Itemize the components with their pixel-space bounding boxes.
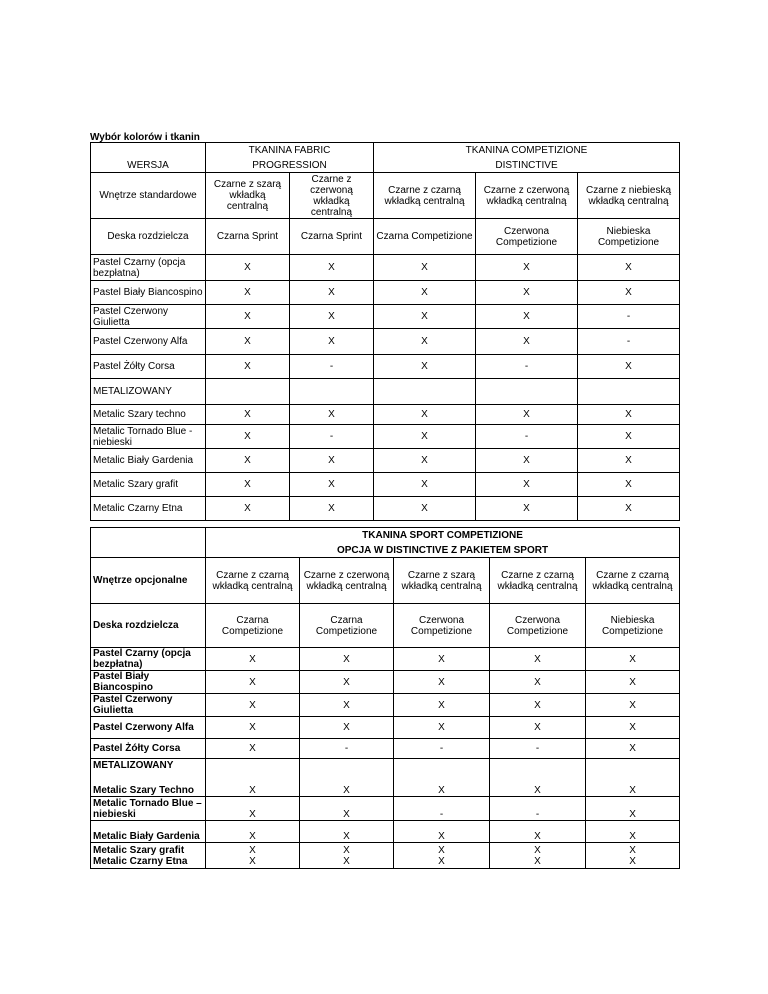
dash-option: Czerwona Competizione <box>476 219 578 255</box>
availability-pair <box>490 843 586 869</box>
table-row <box>91 604 680 648</box>
table-standard <box>90 142 680 521</box>
availability-mark: X <box>300 671 394 694</box>
table-row <box>91 173 680 219</box>
availability-mark: X <box>476 497 578 521</box>
availability-mark: - <box>476 425 578 449</box>
table-row <box>91 739 680 759</box>
availability-mark: X <box>290 497 374 521</box>
availability-mark: X <box>629 855 636 867</box>
empty-cell <box>290 379 374 405</box>
availability-mark: - <box>394 797 490 821</box>
empty-cell <box>91 544 206 558</box>
availability-mark: - <box>490 797 586 821</box>
interior-option: Czarne z czerwoną wkładką centralną <box>290 173 374 219</box>
availability-mark: - <box>578 329 680 355</box>
table-row <box>91 771 680 797</box>
availability-mark: X <box>374 329 476 355</box>
table-row <box>91 648 680 671</box>
availability-mark: X <box>586 694 680 717</box>
availability-mark: X <box>206 671 300 694</box>
availability-mark: X <box>206 305 290 329</box>
table-row <box>91 473 680 497</box>
dash-option: Niebieska Competizione <box>578 219 680 255</box>
color-name: Pastel Czerwony Alfa <box>91 329 206 355</box>
availability-mark: X <box>586 671 680 694</box>
table-row <box>91 329 680 355</box>
empty-cell <box>490 759 586 771</box>
availability-mark: X <box>300 821 394 843</box>
color-name: Metalic Biały Gardenia <box>91 821 206 843</box>
availability-mark: X <box>394 694 490 717</box>
availability-mark: X <box>476 281 578 305</box>
color-name: Pastel Żółty Corsa <box>91 739 206 759</box>
availability-mark: X <box>374 281 476 305</box>
availability-mark: X <box>374 355 476 379</box>
color-name: Pastel Czarny (opcja bezpłatna) <box>91 648 206 671</box>
interior-option: Czarne z czerwoną wkładką centralną <box>476 173 578 219</box>
empty-cell <box>586 759 680 771</box>
table-row <box>91 305 680 329</box>
table-optional <box>90 527 680 869</box>
table-row <box>91 449 680 473</box>
availability-mark: X <box>206 797 300 821</box>
availability-mark: X <box>300 771 394 797</box>
dash-option: Czerwona Competizione <box>394 604 490 648</box>
availability-mark: X <box>374 473 476 497</box>
availability-mark: - <box>394 739 490 759</box>
availability-mark: X <box>206 497 290 521</box>
header-fabric: TKANINA FABRIC <box>206 143 374 159</box>
availability-mark: X <box>343 855 350 867</box>
availability-pair <box>394 843 490 869</box>
availability-mark: X <box>290 281 374 305</box>
availability-mark: - <box>290 355 374 379</box>
availability-mark: X <box>490 717 586 739</box>
availability-mark: X <box>290 449 374 473</box>
metal-header: METALIZOWANY <box>91 379 206 405</box>
availability-mark: X <box>374 425 476 449</box>
availability-mark: X <box>586 717 680 739</box>
table-row <box>91 379 680 405</box>
table-row <box>91 405 680 425</box>
availability-mark: - <box>300 739 394 759</box>
availability-mark: X <box>206 449 290 473</box>
table-row <box>91 281 680 305</box>
availability-pair <box>586 843 680 869</box>
table-row <box>91 821 680 843</box>
availability-mark: - <box>578 305 680 329</box>
table-row <box>91 143 680 159</box>
availability-mark: X <box>490 694 586 717</box>
availability-mark: X <box>578 255 680 281</box>
color-name: Pastel Biały Biancospino <box>91 281 206 305</box>
color-name: Metalic Tornado Blue – niebieski <box>91 797 206 821</box>
interior-option: Czarne z niebieską wkładką centralną <box>578 173 680 219</box>
availability-mark: X <box>394 671 490 694</box>
availability-mark: X <box>300 648 394 671</box>
header-progression: PROGRESSION <box>206 159 374 173</box>
availability-mark: X <box>374 497 476 521</box>
availability-mark: - <box>476 355 578 379</box>
availability-mark: X <box>206 281 290 305</box>
empty-cell <box>91 528 206 544</box>
empty-cell <box>300 759 394 771</box>
availability-mark: X <box>374 405 476 425</box>
availability-mark: X <box>206 473 290 497</box>
availability-mark: X <box>578 425 680 449</box>
availability-mark: X <box>394 771 490 797</box>
availability-mark: - <box>290 425 374 449</box>
table-row <box>91 497 680 521</box>
empty-cell <box>374 379 476 405</box>
header-sport: TKANINA SPORT COMPETIZIONE <box>206 528 680 544</box>
availability-mark: X <box>290 405 374 425</box>
table-row <box>91 528 680 544</box>
dash-label: Deska rozdzielcza <box>91 219 206 255</box>
header-wersja: WERSJA <box>91 159 206 173</box>
availability-mark: X <box>476 305 578 329</box>
availability-mark: X <box>206 355 290 379</box>
empty-cell <box>206 379 290 405</box>
availability-pair <box>300 843 394 869</box>
table-row <box>91 797 680 821</box>
availability-mark: X <box>249 844 256 856</box>
header-distinctive: DISTINCTIVE <box>374 159 680 173</box>
availability-mark: X <box>476 405 578 425</box>
availability-mark: X <box>394 648 490 671</box>
availability-mark: X <box>586 648 680 671</box>
table-row <box>91 694 680 717</box>
availability-mark: X <box>629 844 636 856</box>
availability-mark: X <box>578 497 680 521</box>
availability-mark: X <box>206 694 300 717</box>
empty-cell <box>476 379 578 405</box>
availability-mark: X <box>578 473 680 497</box>
color-name: Metalic Tornado Blue - niebieski <box>91 425 206 449</box>
availability-mark: X <box>586 739 680 759</box>
availability-mark: X <box>206 771 300 797</box>
color-name: Metalic Szary grafit <box>91 473 206 497</box>
availability-mark: X <box>586 821 680 843</box>
availability-mark: X <box>476 329 578 355</box>
dash-option: Czarna Competizione <box>374 219 476 255</box>
availability-mark: X <box>490 648 586 671</box>
availability-mark: X <box>206 425 290 449</box>
table-row <box>91 759 680 771</box>
table-row <box>91 544 680 558</box>
interior-label: Wnętrze opcjonalne <box>91 558 206 604</box>
availability-mark: X <box>206 717 300 739</box>
color-name: Metalic Szary grafit <box>93 844 185 856</box>
availability-mark: X <box>374 305 476 329</box>
dash-option: Czerwona Competizione <box>490 604 586 648</box>
empty-cell <box>578 379 680 405</box>
availability-mark: X <box>206 329 290 355</box>
table-row <box>91 255 680 281</box>
availability-mark: X <box>300 797 394 821</box>
interior-label: Wnętrze standardowe <box>91 173 206 219</box>
availability-mark: X <box>394 717 490 739</box>
dash-option: Czarna Sprint <box>290 219 374 255</box>
availability-mark: X <box>300 717 394 739</box>
table-row <box>91 355 680 379</box>
interior-option: Czarne z czerwoną wkładką centralną <box>300 558 394 604</box>
color-name-pair <box>91 843 206 869</box>
table-row <box>91 159 680 173</box>
color-name: Metalic Szary techno <box>91 405 206 425</box>
availability-mark: X <box>490 821 586 843</box>
table-row <box>91 843 680 869</box>
empty-cell <box>206 759 300 771</box>
availability-mark: X <box>476 473 578 497</box>
availability-mark: X <box>578 281 680 305</box>
availability-mark: X <box>578 449 680 473</box>
availability-mark: X <box>534 844 541 856</box>
color-name: Metalic Biały Gardenia <box>91 449 206 473</box>
interior-option: Czarne z czarną wkładką centralną <box>206 558 300 604</box>
dash-label: Deska rozdzielcza <box>91 604 206 648</box>
color-name: Pastel Czerwony Giulietta <box>91 694 206 717</box>
interior-option: Czarne z szarą wkładką centralną <box>394 558 490 604</box>
availability-mark: X <box>374 255 476 281</box>
availability-mark: X <box>438 855 445 867</box>
dash-option: Czarna Competizione <box>206 604 300 648</box>
header-competizione: TKANINA COMPETIZIONE <box>374 143 680 159</box>
color-name: Pastel Żółty Corsa <box>91 355 206 379</box>
color-name: Pastel Czarny (opcja bezpłatna) <box>91 255 206 281</box>
availability-mark: X <box>476 255 578 281</box>
availability-mark: X <box>249 855 256 867</box>
availability-mark: X <box>206 648 300 671</box>
empty-cell <box>91 143 206 159</box>
dash-option: Czarna Sprint <box>206 219 290 255</box>
availability-pair <box>206 843 300 869</box>
interior-option: Czarne z czarną wkładką centralną <box>586 558 680 604</box>
availability-mark: X <box>586 771 680 797</box>
dash-option: Czarna Competizione <box>300 604 394 648</box>
availability-mark: X <box>578 355 680 379</box>
availability-mark: X <box>374 449 476 473</box>
availability-mark: X <box>534 855 541 867</box>
header-opcja: OPCJA W DISTINCTIVE Z PAKIETEM SPORT <box>206 544 680 558</box>
interior-option: Czarne z czarną wkładką centralną <box>490 558 586 604</box>
table-row <box>91 717 680 739</box>
color-name: Pastel Czerwony Alfa <box>91 717 206 739</box>
availability-mark: X <box>206 739 300 759</box>
interior-option: Czarne z szarą wkładką centralną <box>206 173 290 219</box>
availability-mark: X <box>290 329 374 355</box>
availability-mark: X <box>490 671 586 694</box>
availability-mark: X <box>476 449 578 473</box>
table-row <box>91 671 680 694</box>
availability-mark: X <box>290 305 374 329</box>
availability-mark: X <box>290 255 374 281</box>
availability-mark: X <box>343 844 350 856</box>
interior-option: Czarne z czarną wkładką centralną <box>374 173 476 219</box>
dash-option: Niebieska Competizione <box>586 604 680 648</box>
availability-mark: X <box>206 405 290 425</box>
color-name: Metalic Czarny Etna <box>93 855 188 867</box>
table-row <box>91 425 680 449</box>
color-name: Pastel Biały Biancospino <box>91 671 206 694</box>
availability-mark: X <box>290 473 374 497</box>
page-title: Wybór kolorów i tkanin <box>90 132 200 143</box>
color-name: Metalic Szary Techno <box>91 771 206 797</box>
color-name: Metalic Czarny Etna <box>91 497 206 521</box>
table-row <box>91 558 680 604</box>
availability-mark: X <box>300 694 394 717</box>
metal-header: METALIZOWANY <box>91 759 206 771</box>
availability-mark: X <box>206 821 300 843</box>
color-name: Pastel Czerwony Giulietta <box>91 305 206 329</box>
availability-mark: - <box>490 739 586 759</box>
availability-mark: X <box>490 771 586 797</box>
empty-cell <box>394 759 490 771</box>
availability-mark: X <box>438 844 445 856</box>
availability-mark: X <box>578 405 680 425</box>
availability-mark: X <box>206 255 290 281</box>
availability-mark: X <box>586 797 680 821</box>
table-row <box>91 219 680 255</box>
availability-mark: X <box>394 821 490 843</box>
